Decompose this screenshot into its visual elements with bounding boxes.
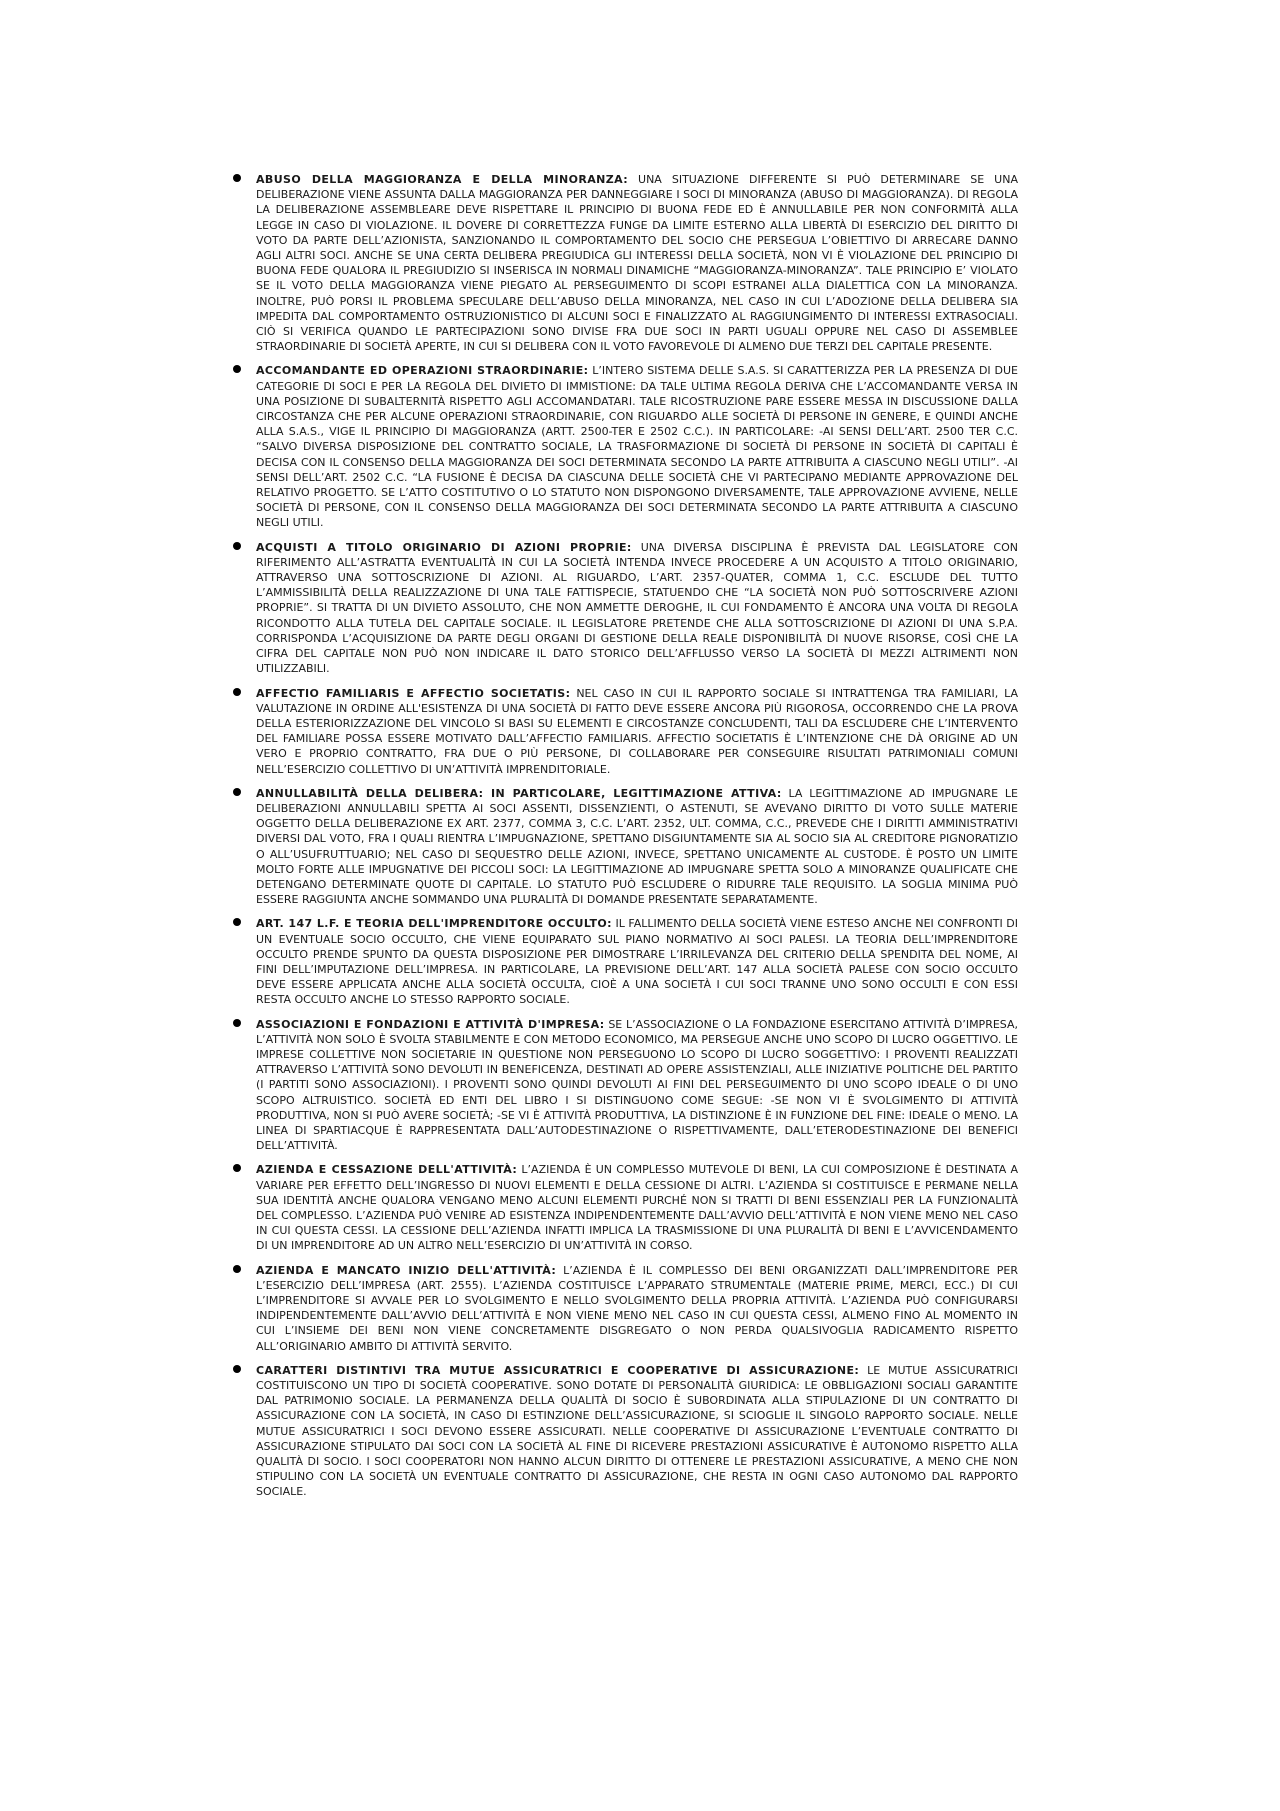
entry-text: SE L’ASSOCIAZIONE O LA FONDAZIONE ESERCITANO ATTIVITÀ D’IMPRESA, L’ATTIVITÀ NON SOLO È SVOLTA STABILMENTE E CON METODO ECONOMICO, MA PERSEGUE ANCHE UNO SCOPO DI LUCRO OGGETTIVO. LE IMPRESE COLLETTIVE NON SOCIETARIE IN QUESTIONE NON PERSEGUONO LO SCOPO DI LUCRO SOGGETTIVO: I PROVENTI REALIZZATI ATTRAVERSO L’ATTIVITÀ SONO DEVOLUTI IN BENEFICENZA, DESTINATI AD OPERE ASSISTENZIALI, ALLE INIZIATIVE POLITICHE DEL PARTITO (I PARTITI SONO ASSOCIAZIONI). I PROVENTI SONO QUINDI DEVOLUTI AI FINI DEL PERSEGUIMENTO DI UNO SCOPO IDEALE O DI UNO SCOPO ALTRUISTICO. SOCIETÀ ED ENTI DEL LIBRO I SI DISTINGUONO COME SEGUE: -SE NON VI È SVOLGIMENTO DI ATTIVITÀ PRODUTTIVA, NON SI PUÒ AVERE SOCIETÀ; -SE VI È ATTIVITÀ PRODUTTIVA, LA DISTINZIONE È IN FUNZIONE DEL FINE: IDEALE O MENO. LA LINEA DI SPARTIACQUE È RAPPRESENTATA DALL’AUTODESTINAZIONE O RISPETTIVAMENTE, DALL’ETERODESTINAZIONE DEI BENEFICI DELL’ATTIVITÀ. (256, 1017, 1018, 1153)
entry-term: ANNULLABILITÀ DELLA DELIBERA: IN PARTICOLARE, LEGITTIMAZIONE ATTIVA: (256, 786, 782, 800)
bullet-icon (233, 1164, 241, 1172)
entry-text: L’INTERO SISTEMA DELLE S.A.S. SI CARATTERIZZA PER LA PRESENZA DI DUE CATEGORIE DI SOCI E PER LA REGOLA DEL DIVIETO DI IMMISTIONE: DA TALE ULTIMA REGOLA DERIVA CHE L’ACCOMANDANTE VERSA IN UNA POSIZIONE DI SUBALTERNITÀ RISPETTO AGLI ACCOMANDATARI. TALE RICOSTRUZIONE PARE ESSERE MESSA IN DISCUSSIONE DALLA CIRCOSTANZA CHE PER ALCUNE OPERAZIONI STRAORDINARIE, CON RIGUARDO ALLE SOCIETÀ DI PERSONE IN GENERE, E QUINDI ANCHE ALLA S.A.S., VIGE IL PRINCIPIO DI MAGGIORANZA (ARTT. 2500-TER E 2502 C.C.). IN PARTICOLARE: -AI SENSI DELL’ART. 2500 TER C.C. “SALVO DIVERSA DISPOSIZIONE DEL CONTRATTO SOCIALE, LA TRASFORMAZIONE DI SOCIETÀ DI PERSONE IN SOCIETÀ DI CAPITALI È DECISA CON IL CONSENSO DELLA MAGGIORANZA DEI SOCI DETERMINATA SECONDO LA PARTE ATTRIBUITA A CIASCUNO NEGLI UTILI”. -AI SENSI DELL’ART. 2502 C.C. “LA FUSIONE È DECISA DA CIASCUNA DELLE SOCIETÀ CHE VI PARTECIPANO MEDIANTE APPROVAZIONE DEL RELATIVO PROGETTO. SE L’ATTO COSTITUTIVO O LO STATUTO NON DISPONGONO DIVERSAMENTE, TALE APPROVAZIONE AVVIENE, NELLE SOCIETÀ DI PERSONE, CON IL CONSENSO DELLA MAGGIORANZA DEI SOCI DETERMINATA SECONDO LA PARTE ATTRIBUITA A CIASCUNO NEGLI UTILI. (256, 364, 1018, 530)
entry-text: IL FALLIMENTO DELLA SOCIETÀ VIENE ESTESO ANCHE NEI CONFRONTI DI UN EVENTUALE SOCIO OCCULTO, CHE VIENE EQUIPARATO SUL PIANO NORMATIVO AI SOCI PALESI. LA TEORIA DELL’IMPRENDITORE OCCULTO PRENDE SPUNTO DA QUESTA DISPOSIZIONE PER DIMOSTRARE L’IRRILEVANZA DEL CRITERIO DELLA SPENDITA DEL NOME, AI FINI DELL’IMPUTAZIONE DELL’IMPRESA. IN PARTICOLARE, LA PREVISIONE DELL’ART. 147 ALLA SOCIETÀ PALESE CON SOCIO OCCULTO DEVE ESSERE APPLICATA ANCHE ALLA SOCIETÀ OCCULTA, CIOÈ A UNA SOCIETÀ I CUI SOCI TRANNE UNO SONO OCCULTI E CON ESSI RESTA OCCULTO ANCHE LO STESSO RAPPORTO SOCIALE. (256, 917, 1018, 1007)
entry-term: ABUSO DELLA MAGGIORANZA E DELLA MINORANZA: (256, 173, 629, 186)
entry-term: CARATTERI DISTINTIVI TRA MUTUE ASSICURATRICI E COOPERATIVE DI ASSICURAZIONE: (256, 1363, 860, 1377)
glossary-entry (233, 1017, 1018, 1154)
glossary-entry (233, 1363, 1018, 1500)
bullet-icon (233, 688, 241, 696)
entry-text: LA LEGITTIMAZIONE AD IMPUGNARE LE DELIBERAZIONI ANNULLABILI SPETTA AI SOCI ASSENTI, DISSENZIENTI, O ASTENUTI, SE AVEVANO DIRITTO DI VOTO SULLE MATERIE OGGETTO DELLA DELIBERAZIONE EX ART. 2377, COMMA 3, C.C. L’ART. 2352, ULT. COMMA, C.C., PREVEDE CHE I DIRITTI AMMINISTRATIVI DIVERSI DAL VOTO, FRA I QUALI RIENTRA L’IMPUGNAZIONE, SPETTANO DISGIUNTAMENTE SIA AL SOCIO SIA AL CREDITORE PIGNORATIZIO O ALL’USUFRUTTUARIO; NEL CASO DI SEQUESTRO DELLE AZIONI, INVECE, SPETTANO UNICAMENTE AL CUSTODE. È POSTO UN LIMITE MOLTO FORTE ALLE IMPUGNATIVE DEI PICCOLI SOCI: LA LEGITTIMAZIONE AD IMPUGNARE SPETTA SOLO A MINORANZE QUALIFICATE CHE DETENGANO DETERMINATE QUOTE DI CAPITALE. LO STATUTO PUÒ ESCLUDERE O RIDURRE TALE REQUISITO. LA SOGLIA MINIMA PUÒ ESSERE RAGGIUNTA ANCHE SOMMANDO UNA PLURALITÀ DI DOMANDE PRESENTATE SEPARATAMENTE. (256, 786, 1018, 907)
glossary-entry (233, 540, 1018, 677)
glossary-entry (233, 172, 1018, 354)
entry-term: ACCOMANDANTE ED OPERAZIONI STRAORDINARIE: (256, 364, 589, 378)
glossary-entry (233, 363, 1018, 530)
entry-term: AZIENDA E MANCATO INIZIO DELL'ATTIVITÀ: (256, 1263, 557, 1277)
entry-term: AZIENDA E CESSAZIONE DELL'ATTIVITÀ: (256, 1163, 518, 1177)
entry-term: AFFECTIO FAMILIARIS E AFFECTIO SOCIETATIS: (256, 686, 571, 700)
entry-text: LE MUTUE ASSICURATRICI COSTITUISCONO UN TIPO DI SOCIETÀ COOPERATIVE. SONO DOTATE DI PERSONALITÀ GIURIDICA: LE OBBLIGAZIONI SOCIALI GARANTITE DAL PATRIMONIO SOCIALE. LA PERMANENZA DELLA QUALITÀ DI SOCIO È SUBORDINATA ALLA STIPULAZIONE DI UN CONTRATTO DI ASSICURAZIONE CON LA SOCIETÀ, IN CASO DI ESTINZIONE DELL’ASSICURAZIONE, SI SCIOGLIE IL SINGOLO RAPPORTO SOCIALE. NELLE MUTUE ASSICURATRICI I SOCI DEVONO ESSERE ASSICURATI. NELLE COOPERATIVE DI ASSICURAZIONE L’EVENTUALE CONTRATTO DI ASSICURAZIONE STIPULATO DAI SOCI CON LA SOCIETÀ AL FINE DI RICEVERE PRESTAZIONI ASSICURATIVE È AUTONOMO RISPETTO ALLA QUALITÀ DI SOCIO. I SOCI COOPERATORI NON HANNO ALCUN DIRITTO DI OTTENERE LE PRESTAZIONI ASSICURATIVE, A MENO CHE NON STIPULINO CON LA SOCIETÀ UN EVENTUALE CONTRATTO DI ASSICURAZIONE, CHE RESTA IN OGNI CASO AUTONOMO DAL RAPPORTO SOCIALE. (256, 1363, 1019, 1499)
bullet-icon (233, 1019, 241, 1027)
entry-text: L’AZIENDA È IL COMPLESSO DEI BENI ORGANIZZATI DALL’IMPRENDITORE PER L’ESERCIZIO DELL’IMPRESA (ART. 2555). L’AZIENDA COSTITUISCE L’APPARATO STRUMENTALE (MATERIE PRIME, MERCI, ECC.) DI CUI L’IMPRENDITORE SI AVVALE PER LO SVOLGIMENTO E NELLO SVOLGIMENTO DELLA PROPRIA ATTIVITÀ. L’AZIENDA PUÒ CONFIGURARSI INDIPENDENTEMENTE DALL’AVVIO DELL’ATTIVITÀ E NON VIENE MENO NEL CASO IN CUI QUESTA CESSI, ALMENO FINO AL MOMENTO IN CUI L’INSIEME DEI BENI NON VIENE CONCRETAMENTE DISGREGATO O NON PERDA QUALSIVOGLIA RADICAMENTO RISPETTO ALL’ORIGINARIO AMBITO DI ATTIVITÀ SERVITO. (256, 1263, 1018, 1353)
bullet-icon (233, 365, 241, 373)
entry-text: UNA DIVERSA DISCIPLINA È PREVISTA DAL LEGISLATORE CON RIFERIMENTO ALL’ASTRATTA EVENTUALITÀ IN CUI LA SOCIETÀ INTENDA INVECE PROCEDERE A UN ACQUISTO A TITOLO ORIGINARIO, ATTRAVERSO UNA SOTTOSCRIZIONE DI AZIONI. AL RIGUARDO, L’ART. 2357-QUATER, COMMA 1, C.C. ESCLUDE DEL TUTTO L’AMMISSIBILITÀ DELLA REALIZZAZIONE DI UNA TALE FATTISPECIE, STATUENDO CHE “LA SOCIETÀ NON PUÒ SOTTOSCRIVERE AZIONI PROPRIE”. SI TRATTA DI UN DIVIETO ASSOLUTO, CHE NON AMMETTE DEROGHE, IL CUI FONDAMENTO È ANCORA UNA VOLTA DI REGOLA RICONDOTTO ALLA TUTELA DEL CAPITALE SOCIALE. IL LEGISLATORE PRETENDE CHE ALLA SOTTOSCRIZIONE DI AZIONI DI UNA S.P.A. CORRISPONDA L’ACQUISIZIONE DA PARTE DEGLI ORGANI DI GESTIONE DELLA REALE DISPONIBILITÀ DI NUOVE RISORSE, COSÌ CHE LA CIFRA DEL CAPITALE NON PUÒ NON INDICARE IL DATO STORICO DELL’AFFLUSSO VERSO LA SOCIETÀ DI MEZZI ALTRIMENTI NON UTILIZZABILI. (256, 540, 1018, 676)
glossary-entry (233, 916, 1018, 1007)
glossary-entry (233, 1162, 1018, 1253)
entry-text: NEL CASO IN CUI IL RAPPORTO SOCIALE SI INTRATTENGA TRA FAMILIARI, LA VALUTAZIONE IN ORDINE ALL'ESISTENZA DI UNA SOCIETÀ DI FATTO DEVE ESSERE ANCORA PIÙ RIGOROSA, OCCORRENDO CHE LA PROVA DELLA ESTERIORIZZAZIONE DEL VINCOLO SI BASI SU ELEMENTI E CIRCOSTANZE CONCLUDENTI, TALI DA ESCLUDERE CHE L’INTERVENTO DEL FAMILIARE POSSA ESSERE MOTIVATO DALL’AFFECTIO FAMILIARIS. AFFECTIO SOCIETATIS È L’INTENZIONE CHE DÀ ORIGINE AD UN VERO E PROPRIO CONTRATTO, FRA DUE O PIÙ PERSONE, DI COLLABORARE PER CONSEGUIRE RISULTATI PATRIMONIALI COMUNI NELL’ESERCIZIO COLLETTIVO DI UN’ATTIVITÀ IMPRENDITORIALE. (256, 686, 1018, 776)
glossary-entry (233, 786, 1018, 908)
entry-term: ASSOCIAZIONI E FONDAZIONI E ATTIVITÀ D'IMPRESA: (256, 1017, 605, 1031)
entry-term: ACQUISTI A TITOLO ORIGINARIO DI AZIONI PROPRIE: (256, 540, 632, 554)
bullet-icon (233, 1365, 241, 1373)
bullet-icon (233, 174, 241, 182)
bullet-icon (233, 1265, 241, 1273)
glossary-entry (233, 1263, 1018, 1354)
glossary-entry (233, 686, 1018, 777)
entry-term: ART. 147 L.F. E TEORIA DELL'IMPRENDITORE OCCULTO: (256, 917, 612, 931)
bullet-icon (233, 918, 241, 926)
bullet-icon (233, 788, 241, 796)
glossary-page (233, 172, 1018, 1509)
bullet-icon (233, 542, 241, 550)
entry-text: UNA SITUAZIONE DIFFERENTE SI PUÒ DETERMINARE SE UNA DELIBERAZIONE VIENE ASSUNTA DALLA MAGGIORANZA PER DANNEGGIARE I SOCI DI MINORANZA (ABUSO DI MAGGIORANZA). DI REGOLA LA DELIBERAZIONE ASSEMBLEARE DEVE RISPETTARE IL PRINCIPIO DI BUONA FEDE ED È ANNULLABILE PER NON CONFORMITÀ ALLA LEGGE IN CASO DI VIOLAZIONE. IL DOVERE DI CORRETTEZZA FUNGE DA LIMITE ESTERNO ALLA LIBERTÀ DI ESERCIZIO DEL DIRITTO DI VOTO DA PARTE DELL’AZIONISTA, SANZIONANDO IL COMPORTAMENTO DEL SOCIO CHE PERSEGUA L’OBIETTIVO DI ARRECARE DANNO AGLI ALTRI SOCI. ANCHE SE UNA CERTA DELIBERA PREGIUDICA GLI INTERESSI DELLA SOCIETÀ, NON VI È VIOLAZIONE DEL PRINCIPIO DI BUONA FEDE QUALORA IL PREGIUDIZIO SI INSERISCA IN NORMALI DINAMICHE “MAGGIORANZA-MINORANZA”. TALE PRINCIPIO E’ VIOLATO SE IL VOTO DELLA MAGGIORANZA VIENE PIEGATO AL PERSEGUIMENTO DI SCOPI ESTRANEI ALLA DIALETTICA CON LA MINORANZA. INOLTRE, PUÒ PORSI IL PROBLEMA SPECULARE DELL’ABUSO DELLA MINORANZA, NEL CASO IN CUI L’ADOZIONE DELLA DELIBERA SIA IMPEDITA DAL COMPORTAMENTO OSTRUZIONISTICO DI ALCUNI SOCI E FINALIZZATO AL RAGGIUNGIMENTO DI INTERESSI EXTRASOCIALI. CIÒ SI VERIFICA QUANDO LE PARTECIPAZIONI SONO DIVISE FRA DUE SOCI IN PARTI UGUALI OPPURE NEL CASO DI ASSEMBLEE STRAORDINARIE DI SOCIETÀ APERTE, IN CUI SI DELIBERA CON IL VOTO FAVOREVOLE DI ALMENO DUE TERZI DEL CAPITALE PRESENTE. (256, 173, 1018, 354)
entry-text: L’AZIENDA È UN COMPLESSO MUTEVOLE DI BENI, LA CUI COMPOSIZIONE È DESTINATA A VARIARE PER EFFETTO DELL’INGRESSO DI NUOVI ELEMENTI E DELLA CESSIONE DI ALTRI. L’AZIENDA SI COSTITUISCE E PERMANE NELLA SUA IDENTITÀ ANCHE QUALORA VENGANO MENO ALCUNI ELEMENTI PURCHÉ NON SI TRATTI DI BENI ESSENZIALI PER LA FUNZIONALITÀ DEL COMPLESSO. L’AZIENDA PUÒ VENIRE AD ESISTENZA INDIPENDENTEMENTE DALL’AVVIO DELL’ATTIVITÀ E NON VIENE MENO NEL CASO IN CUI QUESTA CESSI. LA CESSIONE DELL’AZIENDA INFATTI IMPLICA LA TRASMISSIONE DI UNA PLURALITÀ DI BENI E L’AVVICENDAMENTO DI UN IMPRENDITORE AD UN ALTRO NELL’ESERCIZIO DI UN’ATTIVITÀ IN CORSO. (256, 1163, 1018, 1253)
